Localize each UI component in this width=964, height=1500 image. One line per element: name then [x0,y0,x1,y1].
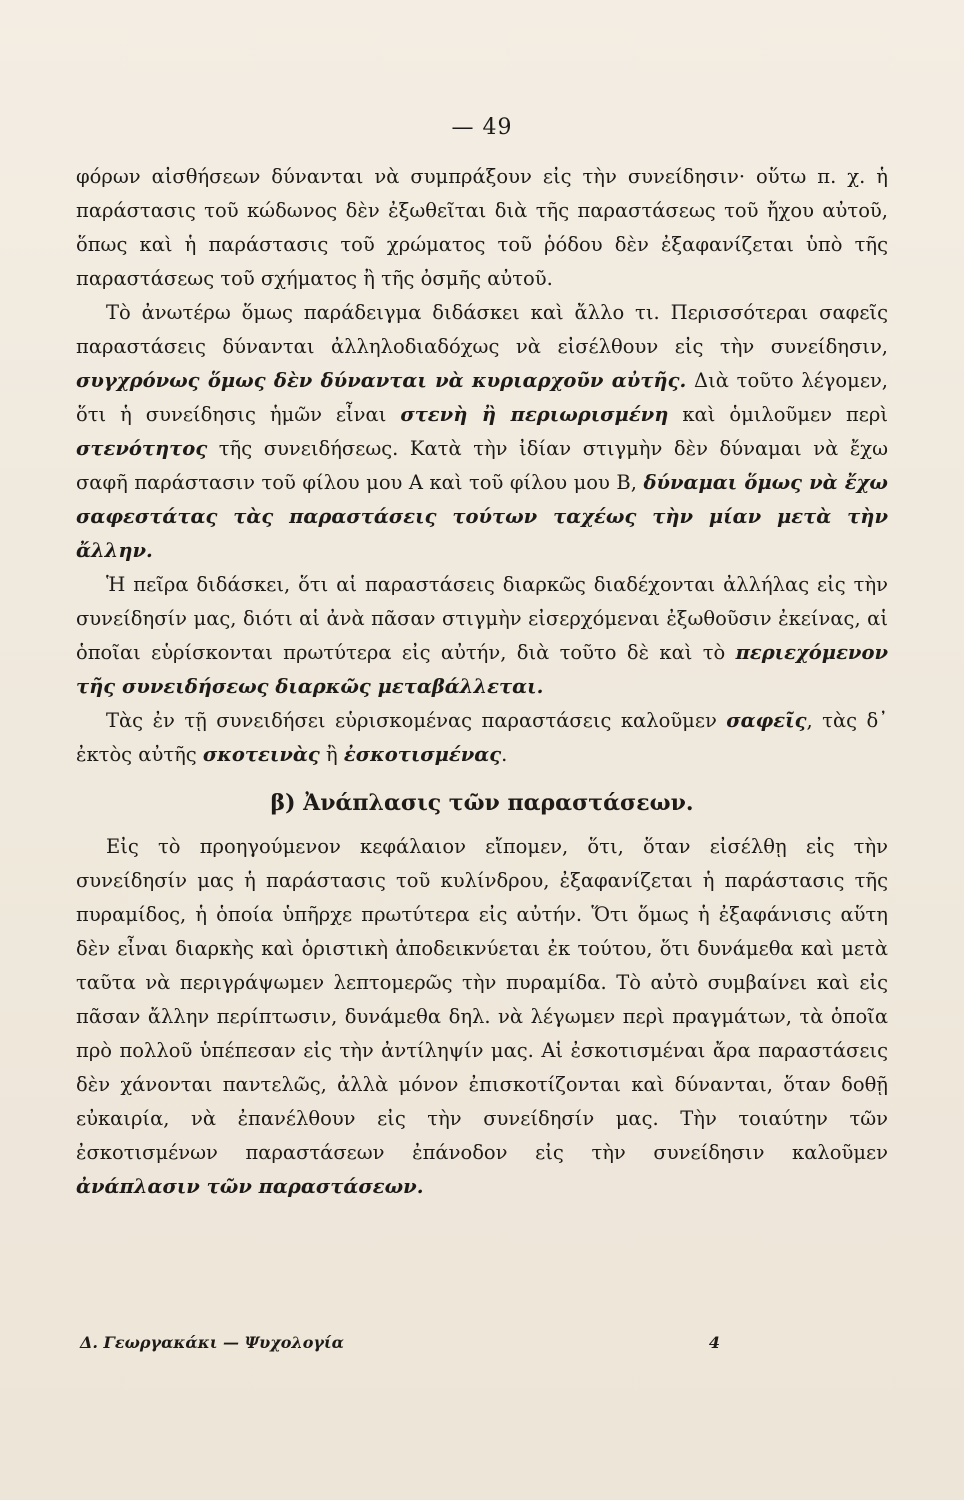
paragraphs-before-heading [76,160,888,772]
body-text-run: Τὸ ἀνωτέρω ὅμως παράδειγμα διδάσκει καὶ ἄλλο τι. Περισσότεραι σαφεῖς παραστάσεις δύνανται ἀλληλοδιαδόχως νὰ εἰσέλθουν εἰς τὴν συνείδησιν, [76,301,888,358]
paragraph-p1 [76,160,888,296]
body-text-run: Εἰς τὸ προηγούμενον κεφάλαιον εἴπομεν, ὅτι, ὅταν εἰσέλθῃ εἰς τὴν συνείδησίν μας ἡ παράστασις τοῦ κυλίνδρου, ἐξαφανίζεται ἡ παράστασις τῆς πυραμίδος, ἡ ὁποία ὑπῆρχε πρωτύτερα εἰς αὐτήν. Ὅτι ὅμως ἡ ἐξαφάνισις αὕτη δὲν εἶναι διαρκὴς καὶ ὁριστικὴ ἀποδεικνύεται ἐκ τούτου, ὅτι δυνάμεθα καὶ μετὰ ταῦτα νὰ περιγράψωμεν λεπτομερῶς τὴν πυραμίδα. Τὸ αὐτὸ συμβαίνει καὶ εἰς πᾶσαν ἄλλην περίπτωσιν, δυνάμεθα δηλ. νὰ λέγωμεν περὶ πραγμάτων, τὰ ὁποῖα πρὸ πολλοῦ ὑπέπεσαν εἰς τὴν ἀντίληψίν μας. Αἱ ἐσκοτισμέναι ἄρα παραστάσεις δὲν χάνονται παντελῶς, ἀλλὰ μόνον ἐπισκοτίζονται καὶ δύνανται, ὅταν δοθῇ εὐκαιρία, νὰ ἐπανέλθουν εἰς τὴν συνείδησίν μας. Τὴν τοιαύτην τῶν ἐσκοτισμένων παραστάσεων ἐπάνοδον εἰς τὴν συνείδησιν καλοῦμεν [76,835,888,1164]
paragraph-p3 [76,568,888,704]
emphasized-text: ἐσκοτισμένας [343,743,502,766]
paragraphs-after-heading [76,830,888,1204]
emphasized-text: ἀνάπλασιν τῶν παραστάσεων. [76,1175,424,1198]
emphasized-text: σαφεῖς [726,709,807,732]
body-text-run: Ἡ πεῖρα διδάσκει, ὅτι αἱ παραστάσεις διαρκῶς διαδέχονται ἀλλήλας εἰς τὴν συνείδησίν μας, διότι αἱ ἀνὰ πᾶσαν στιγμὴν εἰσερχόμεναι ἐξωθοῦσιν ἐκείνας, αἱ ὁποῖαι εὑρίσκονται πρωτύτερα εἰς αὐτήν, διὰ τοῦτο δὲ καὶ τὸ [76,573,888,664]
body-text-run: Διὰ τοῦτο λέγομεν, ὅτι ἡ συνείδησις ἡμῶν εἶναι [76,369,888,426]
body-text-run: ἢ [319,743,344,766]
emphasized-text: στενὴ ἢ περιωρισμένη [400,403,669,426]
emphasized-text: σκοτεινὰς [202,743,320,766]
body-text-run: καὶ ὁμιλοῦμεν περὶ [668,403,888,426]
emphasized-text: δύναμαι ὅμως νὰ ἔχω σαφεστάτας τὰς παραστάσεις τούτων ταχέως τὴν μίαν μετὰ τὴν ἄλλην. [76,471,888,562]
body-text-run: φόρων αἰσθήσεων δύνανται νὰ συμπράξουν εἰς τὴν συνείδησιν· οὕτω π. χ. ἡ παράστασις τοῦ κώδωνος δὲν ἐξωθεῖται διὰ τῆς παραστάσεως τοῦ ἤχου αὐτοῦ, ὅπως καὶ ἡ παράστασις τοῦ χρώματος τοῦ ῥόδου δὲν ἐξαφανίζεται ὑπὸ τῆς παραστάσεως τοῦ σχήματος ἢ τῆς ὀσμῆς αὐτοῦ. [76,165,888,290]
emphasized-text: περιεχόμενον τῆς συνειδήσεως διαρκῶς μεταβάλλεται. [76,641,888,698]
emphasized-text: στενότητος [76,437,208,460]
footer [80,1333,720,1352]
emphasized-text: συγχρόνως ὅμως δὲν δύνανται νὰ κυριαρχοῦν αὐτῆς. [76,369,687,392]
body-text-run: . [501,743,508,766]
body-text-run: τῆς συνειδήσεως. Κατὰ τὴν ἰδίαν στιγμὴν δὲν δύναμαι νὰ ἔχω σαφῆ παράστασιν τοῦ φίλου μου Α καὶ τοῦ φίλου μου Β, [76,437,888,494]
footer-signature-mark: 4 [708,1333,720,1352]
body-text-run: Τὰς ἐν τῇ συνειδήσει εὑρισκομένας παραστάσεις καλοῦμεν [106,709,727,732]
body-text [76,160,888,1204]
footer-author-title: Δ. Γεωργακάκι — Ψυχολογία [80,1333,344,1352]
page-number: — 49 [451,115,513,140]
paragraph-p4 [76,704,888,772]
paragraph-p5 [76,830,888,1204]
paragraph-p2 [76,296,888,568]
section-heading: β) Ἀνάπλασις τῶν παραστάσεων. [270,790,694,816]
body-text-run: , τὰς δ᾽ ἐκτὸς αὐτῆς [76,709,888,766]
